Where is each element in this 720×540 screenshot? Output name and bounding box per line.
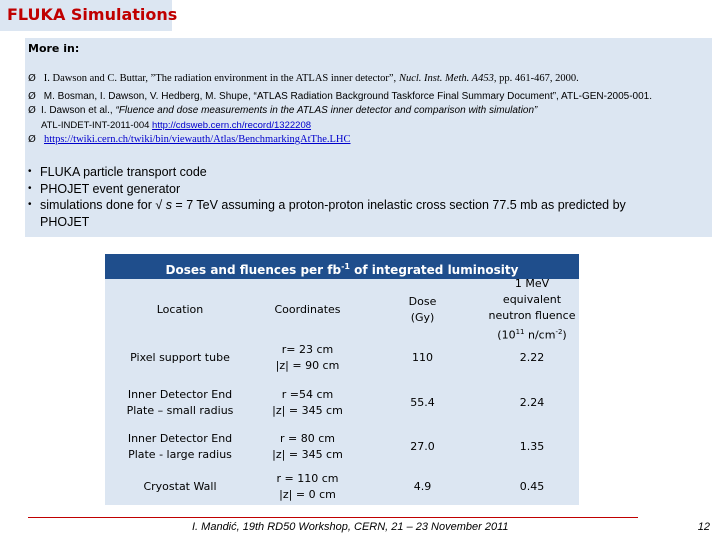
column-header-location: Location bbox=[156, 303, 204, 316]
bullet-dot-icon: • bbox=[28, 199, 32, 210]
sqrt-symbol: √ bbox=[155, 198, 163, 212]
reference-3-continued: ATL-INDET-INT-2011-004 http://cdsweb.cern.ch/record/1322208 bbox=[41, 120, 312, 131]
table-row-location: Pixel support tube bbox=[130, 351, 230, 364]
reference-4 bbox=[28, 134, 351, 145]
arrow-bullet-icon: Ø bbox=[28, 105, 36, 116]
footer-divider bbox=[28, 517, 638, 518]
table-row-fluence: 2.22 bbox=[519, 351, 545, 364]
twiki-link[interactable]: https://twiki.cern.ch/twiki/bin/viewauth/Atlas/BenchmarkingAtThe.LHC bbox=[44, 134, 351, 145]
reference-2: Ø M. Bosman, I. Dawson, V. Hedberg, M. Shupe, “ATLAS Radiation Background Taskforce Final Summary Document”, ATL-GEN-2005-001. bbox=[28, 91, 653, 102]
reference-3: Ø I. Dawson et al., “Fluence and dose measurements in the ATLAS inner detector and comparison with simulation” bbox=[28, 105, 538, 116]
slide-title: FLUKA Simulations bbox=[7, 5, 178, 24]
title-box bbox=[0, 0, 178, 31]
table-title: Doses and fluences per $fb^{-1}$ of integrated luminosity bbox=[105, 254, 579, 279]
table-row-location: Inner Detector End Plate - large radius bbox=[127, 432, 233, 461]
list-item: • simulations done for √ s = 7 TeV assuming a proton-proton inelastic cross section 77.5 mb as predicted by bbox=[28, 198, 626, 212]
table-row-coordinates: r = 80 cm |z| = 345 cm bbox=[272, 432, 343, 461]
column-header-coordinates: Coordinates bbox=[274, 303, 341, 316]
list-item: • FLUKA particle transport code bbox=[28, 165, 207, 179]
column-header-dose: Dose (Gy) bbox=[408, 295, 437, 324]
arrow-bullet-icon: Ø bbox=[28, 134, 36, 145]
column-header-fluence: 1 MeV equivalent neutron fluence ($10^{11}$ $n/cm^{-2}$) bbox=[488, 277, 576, 342]
table-row-fluence: 0.45 bbox=[519, 480, 545, 493]
table-row-dose: 110 bbox=[412, 351, 433, 364]
page-number: 12 bbox=[697, 521, 710, 533]
table-row-dose: 27.0 bbox=[410, 440, 435, 453]
arrow-bullet-icon: Ø bbox=[28, 91, 36, 102]
cds-record-link[interactable]: http://cdsweb.cern.ch/record/1322208 bbox=[152, 120, 312, 131]
table-row-fluence: 1.35 bbox=[519, 440, 545, 453]
table-row-coordinates: r =54 cm |z| = 345 cm bbox=[272, 388, 343, 417]
bullet-dot-icon: • bbox=[28, 166, 32, 177]
table-row-coordinates: r= 23 cm |z| = 90 cm bbox=[275, 343, 340, 372]
more-in-label: More in: bbox=[28, 42, 80, 55]
table-row-location: Inner Detector End Plate – small radius bbox=[126, 388, 234, 417]
table-row-dose: 4.9 bbox=[413, 480, 432, 493]
reference-1: Ø I. Dawson and C. Buttar, ”The radiation environment in the ATLAS inner detector”, Nucl. Inst. Meth. A453, pp. 461-467, 2000. bbox=[28, 73, 579, 84]
table-row-coordinates: r = 110 cm |z| = 0 cm bbox=[276, 472, 339, 501]
table-row-fluence: 2.24 bbox=[519, 396, 545, 409]
table-row-location: Cryostat Wall bbox=[143, 480, 217, 493]
arrow-bullet-icon: Ø bbox=[28, 73, 36, 84]
table-row-dose: 55.4 bbox=[410, 396, 435, 409]
bullet-list bbox=[28, 164, 712, 230]
list-item: • PHOJET event generator bbox=[28, 181, 181, 196]
footer-text: I. Mandić, 19th RD50 Workshop, CERN, 21 – 23 November 2011 bbox=[192, 521, 509, 533]
list-item-continued: PHOJET bbox=[40, 214, 90, 229]
bullet-dot-icon: • bbox=[28, 182, 32, 194]
